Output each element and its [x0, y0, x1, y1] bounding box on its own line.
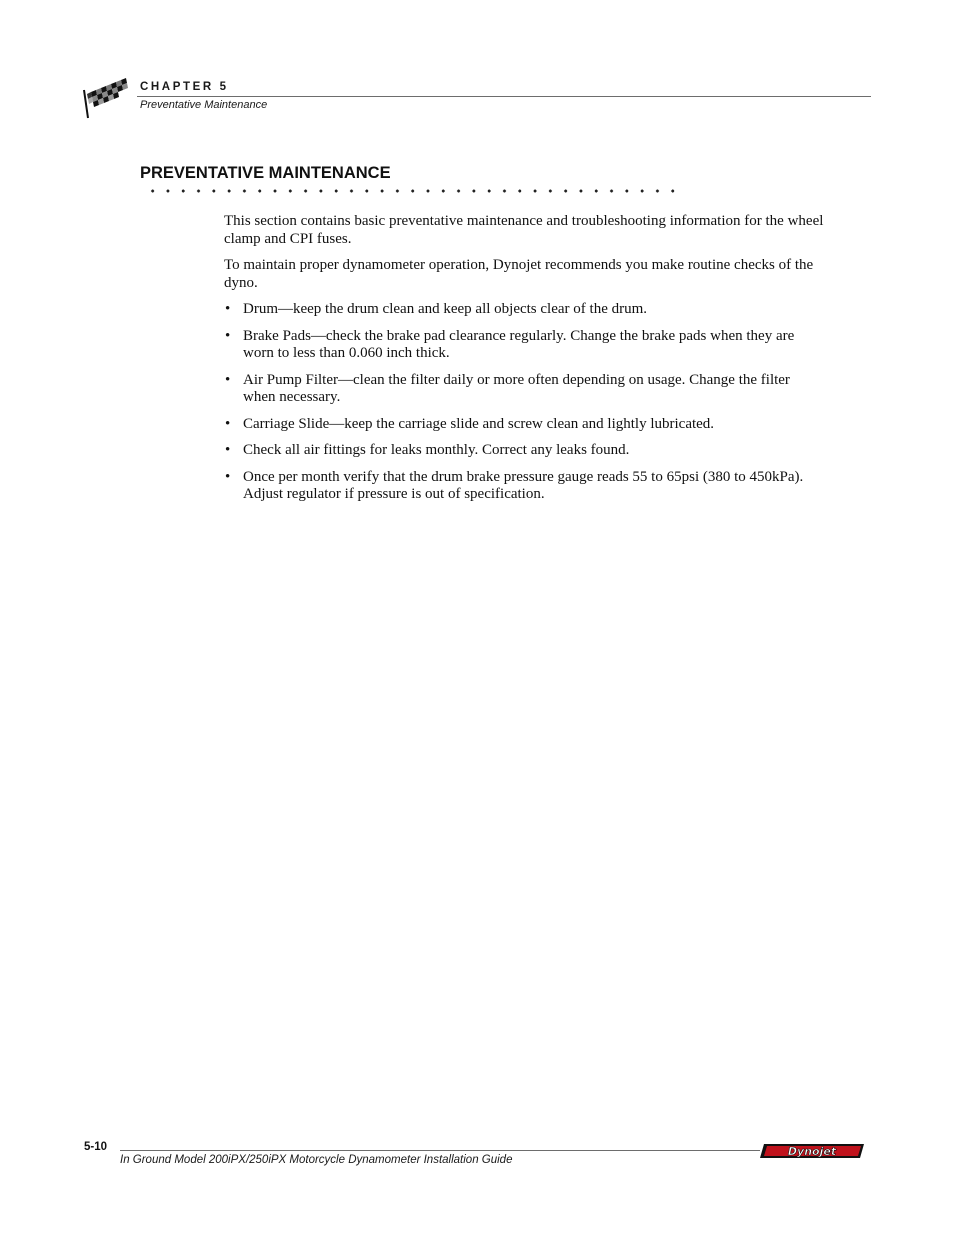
checkered-flag-icon — [82, 74, 132, 120]
list-item — [224, 469, 824, 504]
list-item — [224, 372, 824, 407]
list-item — [224, 328, 824, 363]
dynojet-logo — [760, 1141, 866, 1161]
document-title: In Ground Model 200iPX/250iPX Motorcycle Dynamometer Installation Guide — [120, 1154, 513, 1166]
bullet-icon: • — [225, 371, 231, 388]
dotted-divider — [145, 189, 685, 193]
list-item-text: Drum—keep the drum clean and keep all objects clear of the drum. — [243, 301, 648, 317]
list-item-text: Carriage Slide—keep the carriage slide and screw clean and lightly lubricated. — [243, 415, 715, 432]
list-item — [224, 442, 824, 460]
list-item — [224, 416, 824, 434]
chapter-subtitle: Preventative Maintenance — [140, 99, 268, 111]
header-divider — [137, 96, 871, 97]
list-item-text: Air Pump Filter—clean the filter daily or more often depending on usage. Change the filter when necessary. — [243, 371, 790, 405]
bullet-icon: • — [225, 468, 231, 485]
svg-text:Dynojet: Dynojet — [787, 1145, 837, 1158]
recommendation-paragraph: To maintain proper dynamometer operation, Dynojet recommends you make routine checks of the dyno. — [224, 257, 814, 291]
intro-paragraph: This section contains basic preventative maintenance and troubleshooting information for the wheel clamp and CPI fuses. — [224, 213, 824, 247]
section-title: PREVENTATIVE MAINTENANCE — [140, 164, 391, 182]
maintenance-checklist — [224, 301, 824, 504]
list-item — [224, 301, 824, 319]
list-item-text: Brake Pads—check the brake pad clearance regularly. Change the brake pads when they are worn to less than 0.060 inch thick. — [243, 327, 795, 361]
list-item-text: Check all air fittings for leaks monthly. Correct any leaks found. — [243, 442, 630, 458]
list-item-text: Once per month verify that the drum brake pressure gauge reads 55 to 65psi (380 to 450kPa). Adjust regulator if pressure is out of specification. — [243, 468, 804, 502]
section-body — [224, 213, 824, 513]
chapter-label: CHAPTER 5 — [140, 81, 229, 93]
bullet-icon: • — [225, 415, 231, 432]
page-number: 5-10 — [84, 1141, 108, 1153]
bullet-icon: • — [225, 442, 231, 458]
bullet-icon: • — [225, 301, 231, 317]
bullet-icon: • — [225, 327, 231, 344]
footer-divider — [120, 1150, 760, 1151]
